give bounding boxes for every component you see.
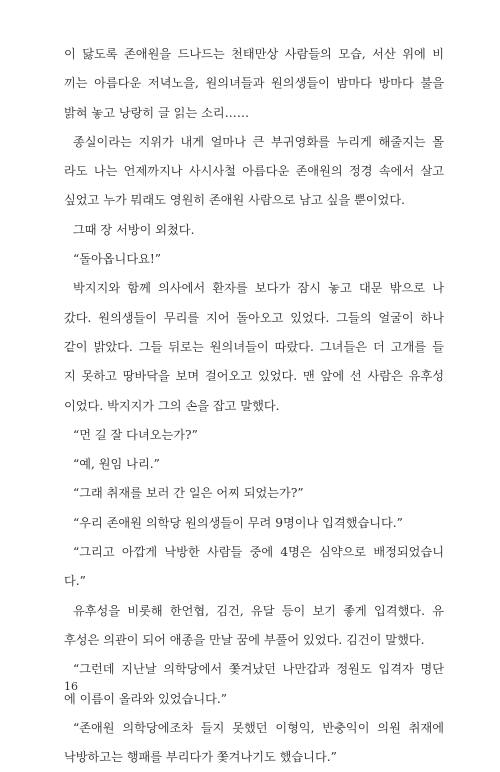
text-line: “그런데 지난날 의학당에서 쫓겨났던 나만갑과 정원도 입격자 명단 bbox=[73, 662, 444, 677]
text-line: 싶었고 누가 뭐래도 영원히 존애원 사람으로 남고 싶을 뿐이었다. bbox=[64, 193, 405, 208]
text-line: “그리고 아깝게 낙방한 사람들 중에 4명은 심약으로 배정되었습니 bbox=[73, 545, 444, 560]
text-line: “우리 존애원 의학당 원의생들이 무려 9명이나 입격했습니다.” bbox=[73, 515, 403, 530]
text-line: 유후성을 비롯해 한언협, 김건, 유달 등이 보기 좋게 입격했다. 유 bbox=[73, 603, 444, 618]
text-line: 그때 장 서방이 외쳤다. bbox=[73, 222, 195, 237]
text-line: 낙방하고는 행패를 부리다가 쫓겨나기도 했습니다.” bbox=[64, 750, 337, 765]
text-line: “먼 길 잘 다녀오는가?” bbox=[73, 427, 198, 442]
text-line: 밝혀 놓고 낭랑히 글 읽는 소리…… bbox=[64, 105, 250, 120]
text-line: 박지지와 함께 의사에서 환자를 보다가 잠시 놓고 대문 밖으로 나 bbox=[73, 281, 444, 296]
text-line: 이 닳도록 존애원을 드나드는 천태만상 사람들의 모습, 서산 위에 비 bbox=[64, 47, 444, 61]
text-line: 끼는 아름다운 저녁노을, 원의녀들과 원의생들이 밤마다 방마다 불을 bbox=[64, 76, 444, 91]
text-line: “존애원 의학당에조차 들지 못했던 이형익, 반충익이 의원 취재에 bbox=[73, 720, 444, 735]
text-line: 라도 나는 언제까지나 사시사철 아름다운 존애원의 정경 속에서 살고 bbox=[64, 164, 444, 179]
text-line: 이었다. 박지지가 그의 손을 잡고 말했다. bbox=[64, 398, 280, 413]
text-line: “그래 취재를 보러 간 일은 어찌 되었는가?” bbox=[73, 486, 304, 501]
text-line: 후성은 의관이 되어 애종을 만날 꿈에 부풀어 있었다. 김건이 말했다. bbox=[64, 632, 425, 647]
text-line: 에 이름이 올라와 있었습니다.” bbox=[64, 691, 228, 706]
text-line: 같이 밝았다. 그들 뒤로는 원의녀들이 따랐다. 그녀들은 더 고개를 들 bbox=[64, 339, 444, 354]
body-text bbox=[64, 40, 444, 772]
text-line: 갔다. 원의생들이 무리를 지어 돌아오고 있었다. 그들의 얼굴이 하나 bbox=[64, 310, 444, 325]
page-number: 16 bbox=[64, 680, 78, 693]
text-line: 다.” bbox=[64, 574, 86, 589]
text-line: “예, 원임 나리.” bbox=[73, 457, 160, 472]
text-line: 지 못하고 땅바닥을 보며 걸어오고 있었다. 맨 앞에 선 사람은 유후성 bbox=[64, 369, 444, 384]
text-line: 종실이라는 지위가 내게 얼마나 큰 부귀영화를 누리게 해줄지는 몰 bbox=[73, 134, 444, 149]
text-line: “돌아옵니다요!” bbox=[73, 252, 161, 267]
